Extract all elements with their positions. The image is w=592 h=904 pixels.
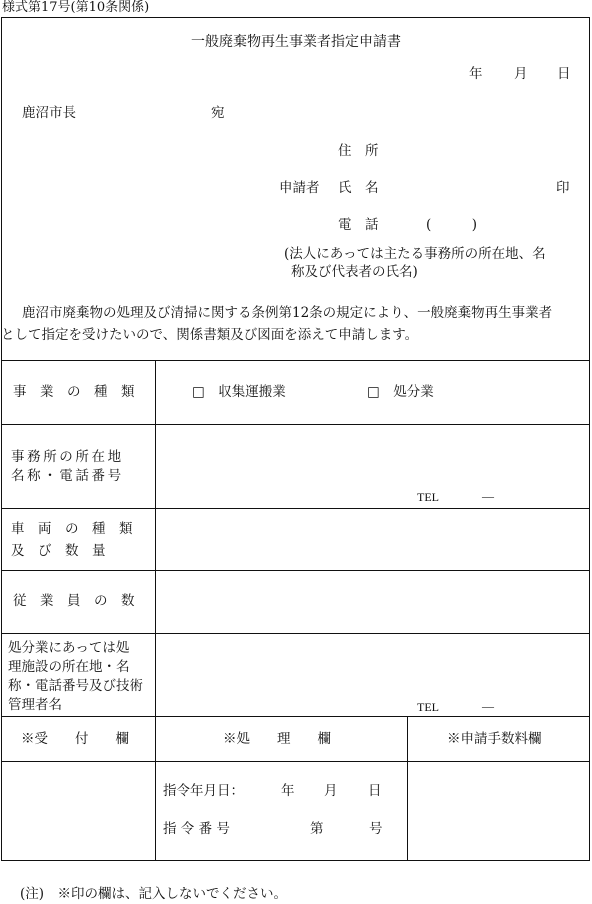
corporate-note-line1: (法人にあっては主たる事務所の所在地、名 bbox=[284, 246, 546, 262]
statement-line1: 鹿沼市廃棄物の処理及び清掃に関する条例第12条の規定により、一般廃棄物再生事業者 bbox=[22, 305, 553, 321]
rule-row5 bbox=[1, 716, 590, 717]
footnote: (注) ※印の欄は、記入しないでください。 bbox=[20, 886, 288, 902]
address-label: 住 所 bbox=[338, 143, 379, 159]
processing-column-header: ※処 理 欄 bbox=[223, 731, 331, 747]
addressee-name: 鹿沼市長 bbox=[22, 105, 76, 121]
facility-label bbox=[8, 639, 143, 715]
order-number-go: 号 bbox=[369, 821, 383, 837]
order-number-label: 指 令 番 号 bbox=[163, 821, 230, 837]
statement-line2: として指定を受けたいので、関係書類及び図面を添えて申請します。 bbox=[1, 327, 419, 343]
applicant-role-label: 申請者 bbox=[279, 180, 320, 196]
order-year: 年 bbox=[281, 783, 295, 799]
order-month: 月 bbox=[324, 783, 338, 799]
order-date-label: 指令年月日： bbox=[163, 783, 244, 799]
option-collection-transport[interactable]: □ 収集運搬業 bbox=[192, 384, 286, 400]
date-day: 日 bbox=[557, 66, 571, 82]
vehicle-label-line2: 及 び 数 量 bbox=[11, 543, 106, 559]
form-title: 一般廃棄物再生事業者指定申請書 bbox=[191, 34, 401, 50]
vehicle-label bbox=[11, 520, 133, 561]
rule-row1 bbox=[1, 424, 590, 425]
form-number: 様式第17号(第10条関係) bbox=[2, 0, 150, 15]
office-label-line2: 名称・電話番号 bbox=[11, 468, 124, 484]
phone-parentheses: ( ) bbox=[426, 217, 478, 233]
office-label-line1: 事務所の所在地 bbox=[11, 449, 124, 465]
date-year: 年 bbox=[469, 66, 483, 82]
rule-label-column bbox=[155, 360, 156, 861]
office-tel-dash: — bbox=[482, 489, 494, 503]
facility-label-line4: 管理者名 bbox=[8, 697, 62, 713]
fee-column-header: ※申請手数料欄 bbox=[447, 731, 542, 747]
reception-column-header: ※受 付 欄 bbox=[21, 731, 129, 747]
facility-tel-dash: — bbox=[482, 699, 494, 713]
vehicle-label-line1: 車 両 の 種 類 bbox=[11, 521, 133, 537]
phone-label: 電 話 bbox=[338, 217, 379, 233]
addressee-suffix: 宛 bbox=[211, 105, 225, 121]
office-tel-label: TEL bbox=[417, 490, 439, 504]
option-disposal[interactable]: □ 処分業 bbox=[367, 384, 434, 400]
rule-fee-column bbox=[407, 716, 408, 861]
application-statement bbox=[1, 302, 590, 346]
rule-table-top bbox=[1, 360, 590, 361]
employees-label: 従 業 員 の 数 bbox=[13, 593, 135, 609]
facility-label-line1: 処分業にあっては処 bbox=[8, 640, 130, 656]
name-label: 氏 名 bbox=[338, 180, 379, 196]
office-label bbox=[11, 448, 124, 486]
business-type-label: 事 業 の 種 類 bbox=[13, 384, 135, 400]
rule-row6 bbox=[1, 761, 590, 762]
seal-mark: 印 bbox=[556, 180, 570, 196]
order-number-dai: 第 bbox=[310, 821, 324, 837]
order-day: 日 bbox=[368, 783, 382, 799]
facility-label-line3: 称・電話番号及び技術 bbox=[8, 678, 143, 694]
corporate-note-line2: 称及び代表者の氏名) bbox=[291, 264, 418, 280]
rule-row4 bbox=[1, 633, 590, 634]
facility-tel-label: TEL bbox=[417, 700, 439, 714]
rule-row3 bbox=[1, 570, 590, 571]
facility-label-line2: 理施設の所在地・名 bbox=[8, 659, 130, 675]
rule-row2 bbox=[1, 508, 590, 509]
date-month: 月 bbox=[514, 66, 528, 82]
